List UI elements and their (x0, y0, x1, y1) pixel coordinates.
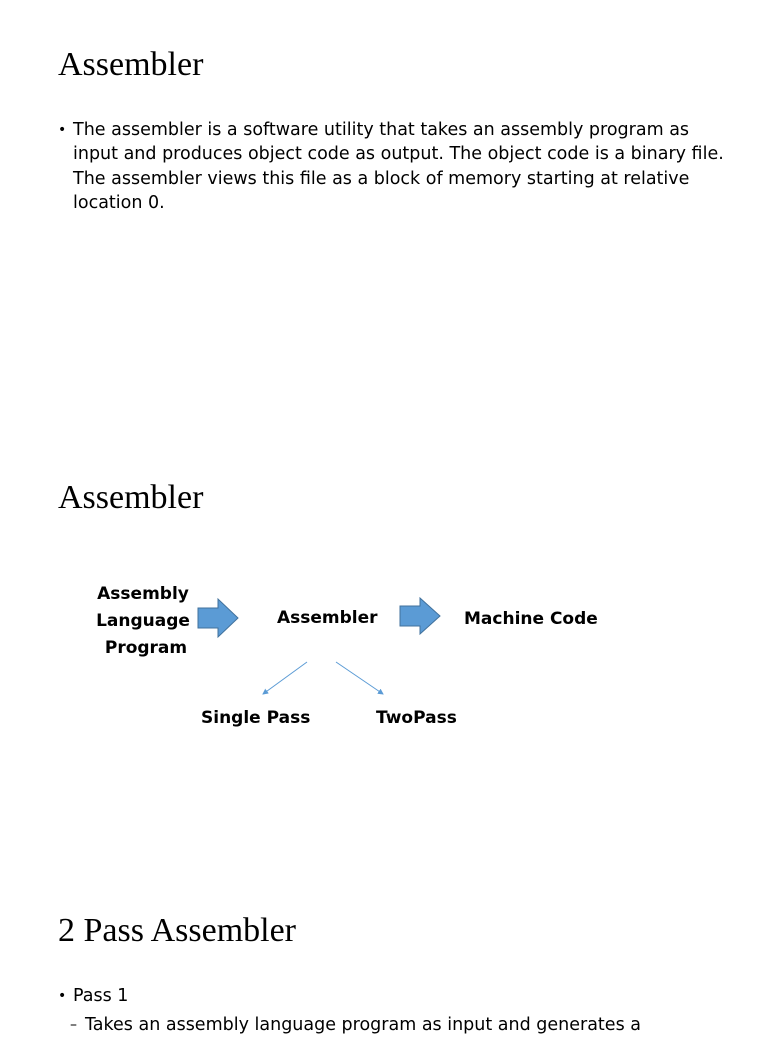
diagram-branch-single-pass: Single Pass (201, 708, 311, 728)
slide1-bullet-text: The assembler is a software utility that takes an assembly program as input and produces object code as output. The object code is a binary file. The assembler views this file as a block of memory starting at relative location 0. (73, 120, 724, 213)
block-arrow-icon (198, 599, 238, 637)
diagram-branch-two-pass: TwoPass (376, 708, 457, 728)
bullet-dot-icon: • (58, 122, 67, 138)
slide3-bullet (58, 984, 738, 1008)
dash-bullet-icon: – (70, 1017, 77, 1033)
slide3-sub-bullet (70, 1013, 760, 1037)
branch-connector-right (336, 662, 383, 694)
branch-connector-left (263, 662, 307, 694)
diagram-input-line-2: Language (96, 611, 190, 631)
diagram-center-label: Assembler (277, 608, 378, 628)
slide3-sub-bullet-text: Takes an assembly language program as input and generates a (85, 1015, 641, 1035)
slide2-title: Assembler (58, 479, 204, 516)
diagram-input-line-1: Assembly (97, 584, 189, 604)
slide3-bullet-text: Pass 1 (73, 986, 129, 1006)
bullet-dot-icon: • (58, 988, 67, 1004)
slide3-title: 2 Pass Assembler (58, 912, 296, 949)
diagram-input-line-3: Program (104, 638, 188, 658)
diagram-output-label: Machine Code (464, 609, 598, 629)
slide1-title: Assembler (58, 46, 204, 83)
block-arrow-icon (400, 598, 440, 634)
